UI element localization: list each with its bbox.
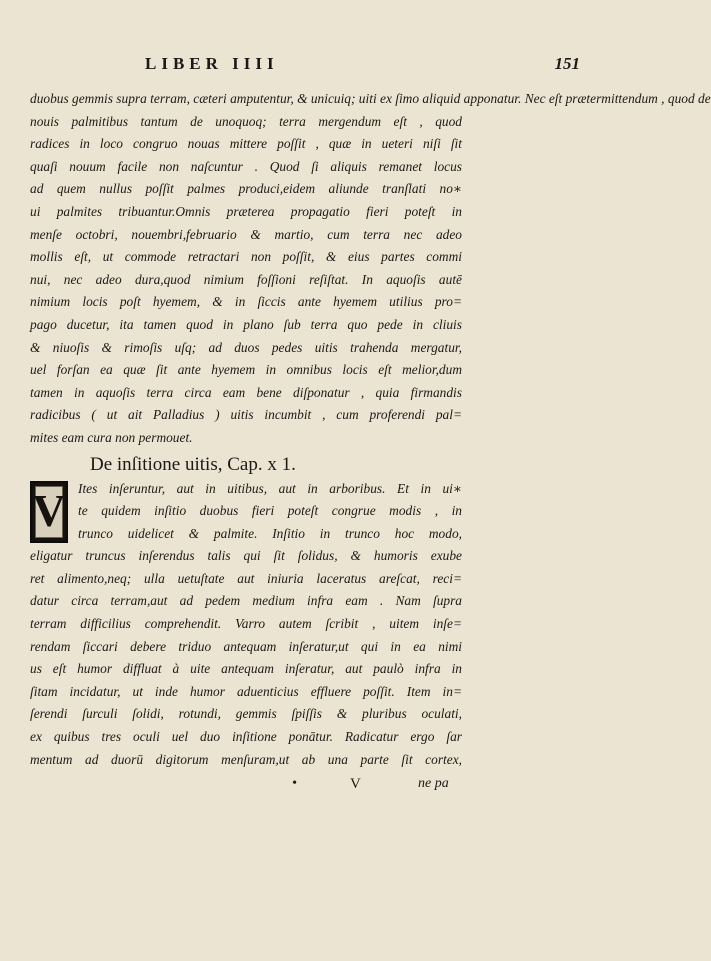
main-text	[30, 88, 711, 771]
text-line: ſitam incidatur, ut inde humor aduenticius effluere poſſit. Item in=	[30, 683, 462, 699]
decorated-initial-letter: V	[32, 485, 66, 537]
text-line: duobus gemmis supra terram, cæteri amputentur, & unicuiq; uiti ex ſimo aliquid apponatur. Nec eſt prætermittendum , quod de	[30, 91, 711, 106]
text-line: te quidem inſitio duobus fieri poteſt congrue modis , in	[78, 503, 462, 519]
text-line: ſerendi ſurculi ſolidi, rotundi, gemmis ſpiſſis & pluribus oculati,	[30, 706, 462, 722]
text-block-2	[30, 545, 462, 771]
text-line: rendam ſiccari debere triduo antequam inſeratur,ut qui in ea nimi	[30, 638, 462, 654]
text-line: terram difficilius comprehendit. Varro autem ſcribit , uitem inſe=	[30, 616, 462, 632]
text-line: ret alimento,neq; ulla uetuſtate aut iniuria laceratus areſcat, reci=	[30, 570, 462, 586]
running-head: LIBER IIII	[145, 54, 279, 73]
initial-lines	[30, 478, 462, 546]
text-line: eligatur truncus inſerendus talis qui ſit ſolidus, & humoris exube	[30, 548, 462, 564]
text-line: mentum ad duorū digitorum menſuram,ut ab una parte ſit cortex,	[30, 751, 462, 767]
text-line: nouis palmitibus tantum de unoquoq; terra mergendum eſt , quod	[30, 113, 462, 129]
text-line: Ites inſeruntur, aut in uitibus, aut in arboribus. Et in ui∗	[78, 480, 462, 496]
text-line: tamen in aquoſis terra circa eam bene diſponatur , quia firmandis	[30, 384, 462, 400]
text-line: ui palmites tribuantur.Omnis præterea propagatio fieri poteſt in	[30, 203, 462, 219]
text-block-1	[30, 88, 711, 450]
text-line: radicibus ( ut ait Palladius ) uitis incumbit , cum proferendi pal=	[30, 407, 462, 423]
signature-mark: V	[350, 776, 361, 792]
page-header	[0, 54, 600, 84]
folio-number: 151	[554, 54, 580, 73]
text-line: mites eam cura non permouet.	[30, 429, 193, 445]
text-line: ad quem nullus poſſit palmes produci,eidem aliunde tranſlati no∗	[30, 181, 462, 197]
text-line: radices in loco congruo nouas mittere poſſit , quæ in ueteri niſi ſit	[30, 136, 462, 152]
text-line: mollis eſt, ut commode retractari non poſſit, & eius partes commi	[30, 249, 462, 265]
text-line: datur circa terram,aut ad pedem medium infra eam . Nam ſupra	[30, 593, 462, 609]
initial-paragraph	[30, 478, 462, 546]
text-line: pago ducetur, ita tamen quod in plano ſub terra quo pede in cliuis	[30, 316, 462, 332]
text-line: ex quibus tres oculi uel duo inſitione ponātur. Radicatur ergo ſar	[30, 729, 462, 745]
footer-dot: •	[292, 776, 297, 791]
decorated-initial	[30, 481, 68, 543]
text-line: menſe octobri, nouembri,februario & martio, cum terra nec adeo	[30, 226, 462, 242]
catchword: ne pa	[418, 776, 449, 791]
text-line: nimium locis poſt hyemem, & in ſiccis ante hyemem utilius pro=	[30, 294, 462, 310]
text-line: nui, nec adeo dura,quod nimium foſſioni reſiſtat. In aquoſis autē	[30, 271, 462, 287]
text-line: trunco uidelicet & palmite. Inſitio in trunco hoc modo,	[78, 525, 462, 541]
text-line: quaſi nouum facile non naſcuntur . Quod ſi aliquis remanet locus	[30, 158, 462, 174]
text-line: us eſt humor diffluat à uite antequam inſeratur, aut paulò infra in	[30, 661, 462, 677]
text-line: uel forſan ea quæ ſit ante hyemem in omnibus locis eſt melior,dum	[30, 362, 462, 378]
page-footer	[0, 776, 600, 800]
chapter-title: De inſitione uitis, Cap. x 1.	[90, 453, 296, 475]
text-line: & niuoſis & rimoſis uſq; ad duos pedes uitis trahenda mergatur,	[30, 339, 462, 355]
